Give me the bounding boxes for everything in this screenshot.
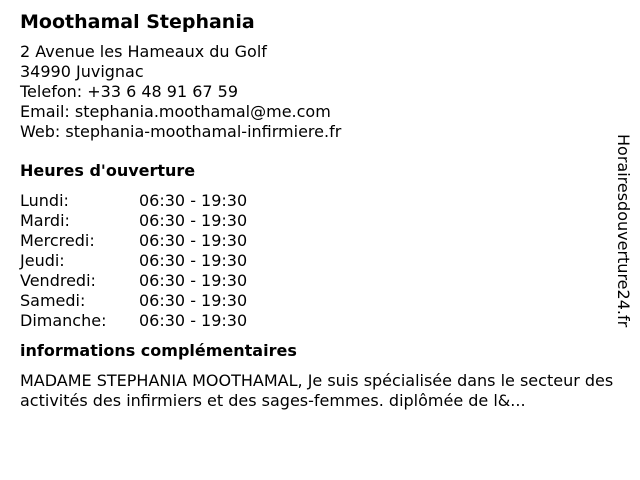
time-range: 06:30 - 19:30 — [139, 231, 248, 250]
day-label: Jeudi: — [20, 251, 65, 270]
address-line-1: 2 Avenue les Hameaux du Golf — [20, 42, 267, 61]
day-label: Lundi: — [20, 191, 69, 210]
address-line-2: 34990 Juvignac — [20, 62, 144, 81]
day-label: Vendredi: — [20, 271, 96, 290]
hours-row-friday — [20, 271, 610, 291]
business-card — [20, 10, 614, 411]
site-watermark: Horairesdouverture24.fr — [614, 134, 633, 328]
time-range: 06:30 - 19:30 — [139, 251, 248, 270]
day-label: Samedi: — [20, 291, 86, 310]
day-label: Dimanche: — [20, 311, 107, 330]
hours-row-wednesday — [20, 231, 610, 251]
hours-table — [20, 191, 610, 331]
hours-row-monday — [20, 191, 610, 211]
time-range: 06:30 - 19:30 — [139, 271, 248, 290]
hours-row-thursday — [20, 251, 610, 271]
day-label: Mardi: — [20, 211, 70, 230]
hours-row-saturday — [20, 291, 610, 311]
day-label: Mercredi: — [20, 231, 95, 250]
time-range: 06:30 - 19:30 — [139, 291, 248, 310]
hours-row-tuesday — [20, 211, 610, 231]
info-description: MADAME STEPHANIA MOOTHAMAL, Je suis spécialisée dans le secteur des activités des infirmiers et des sages-femmes. diplômée de l&... — [20, 371, 614, 410]
business-name: Moothamal Stephania — [20, 11, 255, 33]
info-heading: informations complémentaires — [20, 341, 297, 360]
time-range: 06:30 - 19:30 — [139, 211, 248, 230]
time-range: 06:30 - 19:30 — [139, 191, 248, 210]
time-range: 06:30 - 19:30 — [139, 311, 248, 330]
web-line: Web: stephania-moothamal-infirmiere.fr — [20, 122, 342, 141]
hours-row-sunday — [20, 311, 610, 331]
email-line: Email: stephania.moothamal@me.com — [20, 102, 331, 121]
phone-line: Telefon: +33 6 48 91 67 59 — [20, 82, 239, 101]
contact-block — [20, 42, 610, 142]
hours-heading: Heures d'ouverture — [20, 161, 196, 180]
